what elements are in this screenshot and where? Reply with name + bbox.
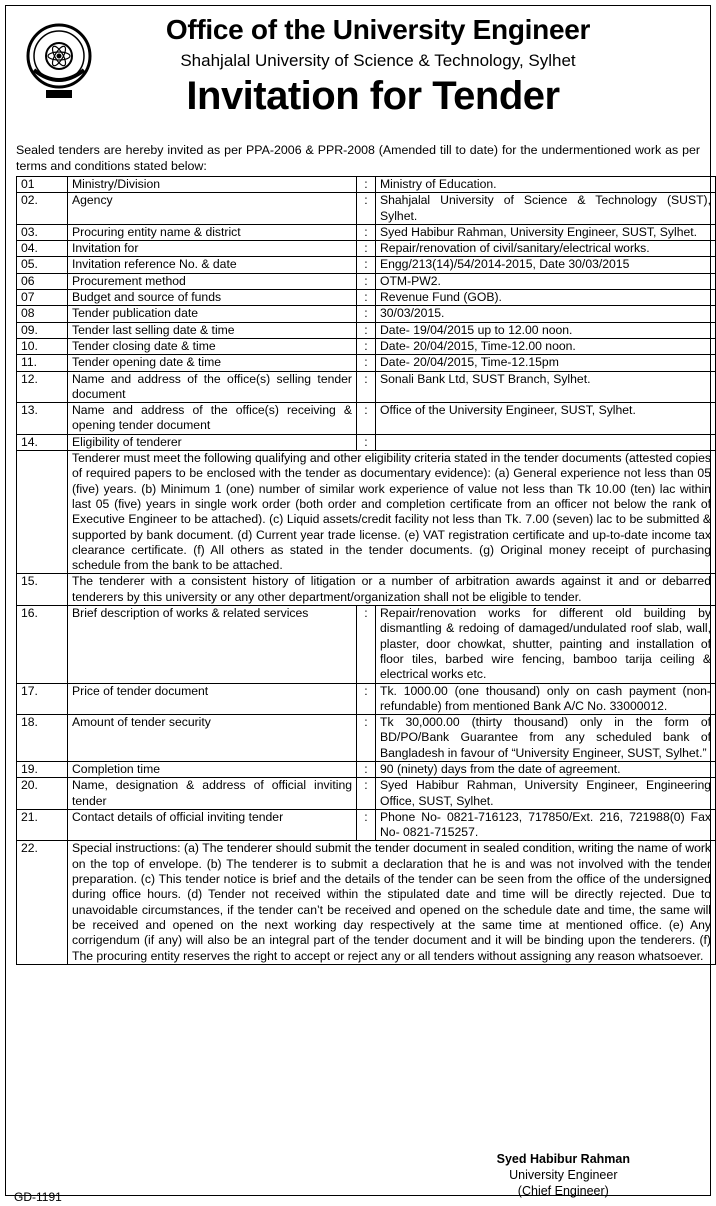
- row-number: 15.: [17, 574, 68, 606]
- row-value: Phone No- 0821-716123, 717850/Ext. 216, 721988(0) Fax No- 0821-715257.: [376, 809, 716, 841]
- row-value: Revenue Fund (GOB).: [376, 290, 716, 306]
- signatory-role: (Chief Engineer): [517, 1184, 609, 1198]
- row-text: Tenderer must meet the following qualifying and other eligibility criteria stated in the tender documents (attested copies of required papers to be enclosed with the tender as documentary evidence): (a) General experience not less than 05 (five) years. (b) Minimum 1 (one) number of similar work experience of value not less than Tk 10.00 (ten) lac within last 05 (five) years in single work order (both order and completion certificate from an officer not below the rank of Executive Engineer to be attached). (c) Liquid assets/credit facility not less than Tk. 7.00 (seven) lac to be submitted & supported by bank document. (d) Current year trade license. (e) VAT registration certificate and up-to-date income tax clearance certificate. (f) All others as stated in the tender documents. (g) Original money receipt of purchasing schedule from the bank to be attached.: [68, 451, 716, 574]
- row-number: 02.: [17, 193, 68, 225]
- row-label: Name, designation & address of official inviting tender: [68, 778, 357, 810]
- row-colon: :: [357, 715, 376, 762]
- row-number: 22.: [17, 841, 68, 964]
- row-label: Procurement method: [68, 273, 357, 289]
- row-label: Tender closing date & time: [68, 338, 357, 354]
- row-colon: :: [357, 290, 376, 306]
- table-row: [17, 273, 716, 289]
- eligibility-criteria-row: [17, 451, 716, 574]
- row-colon: :: [357, 371, 376, 403]
- row-number: 14.: [17, 434, 68, 450]
- row-colon: :: [357, 273, 376, 289]
- row-number: 11.: [17, 355, 68, 371]
- row-number: 04.: [17, 241, 68, 257]
- row-colon: :: [357, 224, 376, 240]
- row-colon: :: [357, 322, 376, 338]
- table-row: [17, 371, 716, 403]
- row-value: Ministry of Education.: [376, 177, 716, 193]
- table-row: [17, 306, 716, 322]
- row-label: Invitation for: [68, 241, 357, 257]
- row-number: 12.: [17, 371, 68, 403]
- row-value: 30/03/2015.: [376, 306, 716, 322]
- notice-heading: Invitation for Tender: [186, 74, 560, 118]
- row-number: 19.: [17, 761, 68, 777]
- row-value: OTM-PW2.: [376, 273, 716, 289]
- row-value: Syed Habibur Rahman, University Engineer, SUST, Sylhet.: [376, 224, 716, 240]
- table-row: [17, 355, 716, 371]
- signatory-title: University Engineer: [509, 1168, 618, 1182]
- row-value: Sonali Bank Ltd, SUST Branch, Sylhet.: [376, 371, 716, 403]
- row-text: The tenderer with a consistent history of litigation or a number of arbitration awards against it and or debarred tenderers by this university or any other department/organization shall not be eligible to tender.: [68, 574, 716, 606]
- row-number: 10.: [17, 338, 68, 354]
- row-value: Engg/213(14)/54/2014-2015, Date 30/03/2015: [376, 257, 716, 273]
- row-label: Name and address of the office(s) receiving & opening tender document: [68, 403, 357, 435]
- row-value: Office of the University Engineer, SUST, Sylhet.: [376, 403, 716, 435]
- row-value: Syed Habibur Rahman, University Engineer, Engineering Office, SUST, Sylhet.: [376, 778, 716, 810]
- table-row: [17, 761, 716, 777]
- row-label: Agency: [68, 193, 357, 225]
- row-number: 16.: [17, 606, 68, 683]
- tender-details-table: [16, 176, 716, 965]
- table-row: [17, 809, 716, 841]
- row-colon: :: [357, 434, 376, 450]
- table-row: [17, 778, 716, 810]
- row-number: 07: [17, 290, 68, 306]
- row-label: Tender opening date & time: [68, 355, 357, 371]
- row-colon: :: [357, 778, 376, 810]
- row-label: Procuring entity name & district: [68, 224, 357, 240]
- special-instructions-row: [17, 841, 716, 964]
- table-row: [17, 606, 716, 683]
- row-label: Invitation reference No. & date: [68, 257, 357, 273]
- row-value: Shahjalal University of Science & Technology (SUST), Sylhet.: [376, 193, 716, 225]
- row-value: Tk 30,000.00 (thirty thousand) only in the form of BD/PO/Bank Guarantee from any scheduled bank of Bangladesh in favour of “University Engineer, SUST, Sylhet.”: [376, 715, 716, 762]
- row-label: Completion time: [68, 761, 357, 777]
- row-label: Amount of tender security: [68, 715, 357, 762]
- row-colon: :: [357, 257, 376, 273]
- row-colon: :: [357, 403, 376, 435]
- row-number: 21.: [17, 809, 68, 841]
- row-value: Repair/renovation of civil/sanitary/electrical works.: [376, 241, 716, 257]
- row-colon: :: [357, 355, 376, 371]
- row-number: 01: [17, 177, 68, 193]
- row-number: 09.: [17, 322, 68, 338]
- row-value: Date- 20/04/2015, Time-12.00 noon.: [376, 338, 716, 354]
- debarment-row: [17, 574, 716, 606]
- row-number: [17, 451, 68, 574]
- table-row: [17, 257, 716, 273]
- row-number: 03.: [17, 224, 68, 240]
- row-colon: :: [357, 809, 376, 841]
- row-colon: :: [357, 338, 376, 354]
- row-number: 08: [17, 306, 68, 322]
- university-subtitle: Shahjalal University of Science & Technology, Sylhet: [180, 51, 576, 70]
- row-label: Contact details of official inviting tender: [68, 809, 357, 841]
- row-label: Brief description of works & related services: [68, 606, 357, 683]
- row-value: Date- 20/04/2015, Time-12.15pm: [376, 355, 716, 371]
- row-colon: :: [357, 683, 376, 715]
- table-row: [17, 715, 716, 762]
- row-colon: :: [357, 306, 376, 322]
- row-label: Budget and source of funds: [68, 290, 357, 306]
- row-label: Name and address of the office(s) selling tender document: [68, 371, 357, 403]
- row-number: 20.: [17, 778, 68, 810]
- row-colon: :: [357, 177, 376, 193]
- row-value: Repair/renovation works for different old building by dismantling & redoing of damaged/undulated roof slab, wall, plaster, door chowkat, shutter, painting and installation of floor tiles, barbed wire fencing, bamboo tarija ceiling & electrical works etc.: [376, 606, 716, 683]
- office-title: Office of the University Engineer: [165, 14, 591, 45]
- table-row: [17, 403, 716, 435]
- row-number: 06: [17, 273, 68, 289]
- table-row: [17, 224, 716, 240]
- row-label: Ministry/Division: [68, 177, 357, 193]
- table-row: [17, 177, 716, 193]
- row-number: 17.: [17, 683, 68, 715]
- row-value: Date- 19/04/2015 up to 12.00 noon.: [376, 322, 716, 338]
- tender-notice-page: [5, 5, 711, 1204]
- table-row: [17, 683, 716, 715]
- row-text: Special instructions: (a) The tenderer should submit the tender document in sealed condition, writing the name of work on the top of envelope. (b) The tenderer is to submit a declaration that he is and was not involved with the tender preparation. (c) This tender notice is brief and the details of the tender can be seen from the office of the undersigned during office hours. (d) Tender not received within the stipulated date and time will be directly rejected. Due to unavoidable circumstances, if the tender can’t be received and opened on the schedule date and time, the same will be received and opened on the next working day respectively at the same time at mentioned office. (e) Any corrigendum (if any) will also be an integral part of the tender document and it will be binding upon the tenderers. (f) The procuring entity reserves the right to accept or reject any or all tenders without assigning any reason whatsoever.: [68, 841, 716, 964]
- row-colon: :: [357, 761, 376, 777]
- signatory-name: Syed Habibur Rahman: [496, 1152, 630, 1166]
- row-label: Price of tender document: [68, 683, 357, 715]
- row-number: 13.: [17, 403, 68, 435]
- row-colon: :: [357, 606, 376, 683]
- table-row: [17, 193, 716, 225]
- footer-code: GD-1191: [14, 1190, 62, 1204]
- row-label: Tender publication date: [68, 306, 357, 322]
- row-label: Eligibility of tenderer: [68, 434, 357, 450]
- intro-paragraph: Sealed tenders are hereby invited as per PPA-2006 & PPR-2008 (Amended till to date) for the undermentioned work as per terms and conditions stated below:: [16, 143, 700, 173]
- row-value: Tk. 1000.00 (one thousand) only on cash payment (non-refundable) from mentioned Bank A/C No. 33000012.: [376, 683, 716, 715]
- row-value: [376, 434, 716, 450]
- row-number: 05.: [17, 257, 68, 273]
- table-row: [17, 322, 716, 338]
- row-value: 90 (ninety) days from the date of agreement.: [376, 761, 716, 777]
- table-row: [17, 290, 716, 306]
- row-label: Tender last selling date & time: [68, 322, 357, 338]
- row-colon: :: [357, 241, 376, 257]
- row-number: 18.: [17, 715, 68, 762]
- signature-block: [497, 1151, 630, 1199]
- table-row: [17, 338, 716, 354]
- table-row: [17, 241, 716, 257]
- table-row: [17, 434, 716, 450]
- row-colon: :: [357, 193, 376, 225]
